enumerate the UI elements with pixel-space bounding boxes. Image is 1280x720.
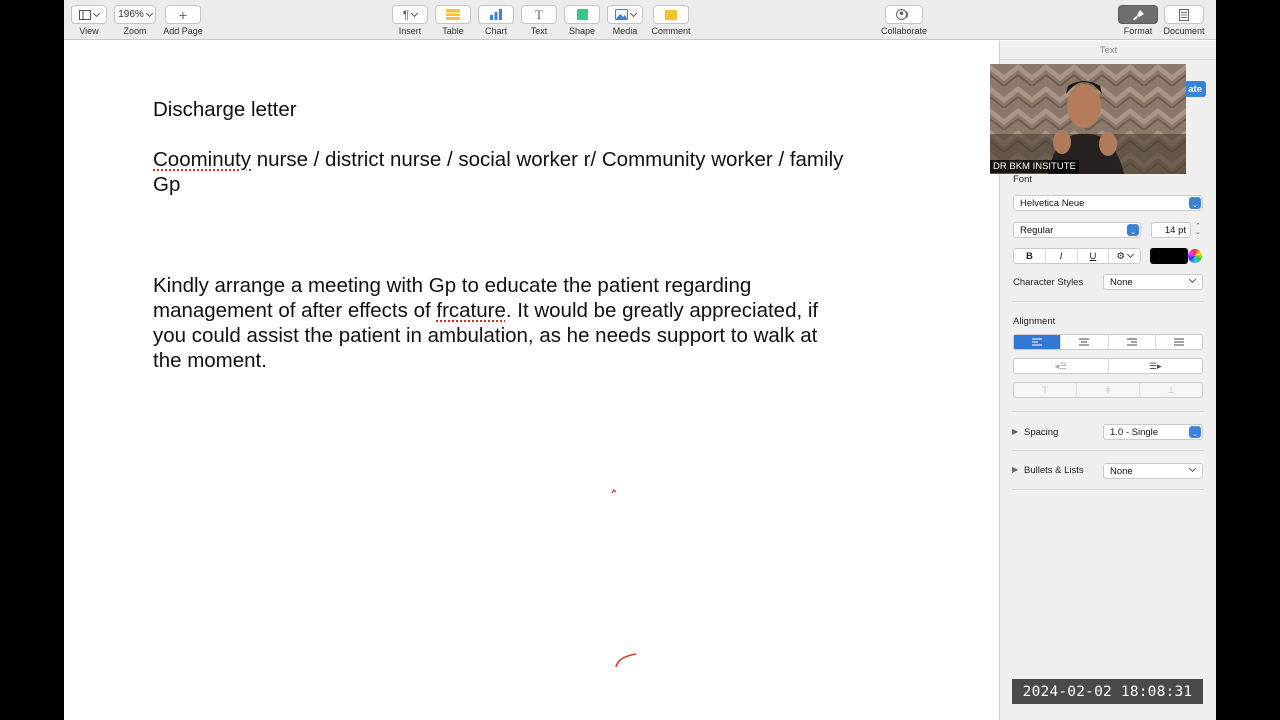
align-justify-icon xyxy=(1174,338,1184,346)
comment-label: Comment xyxy=(651,26,691,36)
bullets-lists-select[interactable] xyxy=(1103,463,1203,479)
chevron-down-icon xyxy=(629,9,636,16)
chevron-down-icon xyxy=(93,9,100,16)
bar-chart-icon xyxy=(489,9,503,20)
vertical-alignment-buttons xyxy=(1013,382,1203,398)
media-button[interactable] xyxy=(607,5,643,37)
insert-label: Insert xyxy=(398,26,422,36)
add-page-button[interactable] xyxy=(163,5,203,37)
document-canvas[interactable] xyxy=(64,41,999,720)
letter-heading: Discharge letter xyxy=(153,98,297,121)
insert-button[interactable] xyxy=(392,5,428,37)
valign-bottom-button[interactable] xyxy=(1140,383,1202,397)
font-size-stepper-icon[interactable]: ⌃ ⌄ xyxy=(1195,223,1201,236)
italic-button[interactable]: I xyxy=(1046,249,1078,263)
decrease-indent-button[interactable] xyxy=(1014,359,1109,373)
character-styles-select[interactable] xyxy=(1103,274,1203,290)
align-bottom-icon: ⊥ xyxy=(1167,384,1175,395)
indent-buttons xyxy=(1013,358,1203,374)
align-justify-button[interactable] xyxy=(1156,335,1202,349)
zoom-value: 196% xyxy=(118,9,144,20)
font-family-select[interactable] xyxy=(1013,195,1203,211)
paintbrush-icon xyxy=(1132,9,1145,21)
shape-label: Shape xyxy=(568,26,596,36)
increase-indent-button[interactable] xyxy=(1109,359,1203,373)
collaborate-icon xyxy=(896,9,912,20)
shape-icon xyxy=(577,9,588,20)
align-center-button[interactable] xyxy=(1061,335,1108,349)
annotation-stroke xyxy=(612,649,640,669)
bullets-lists-label[interactable]: Bullets & Lists xyxy=(1024,465,1084,476)
disclosure-triangle-icon[interactable]: ▶ xyxy=(1012,465,1019,474)
collaborate-label: Collaborate xyxy=(880,26,928,36)
spacing-value: 1.0 - Single xyxy=(1110,426,1159,438)
font-style-value: Regular xyxy=(1020,224,1054,236)
text-style-buttons xyxy=(1013,248,1141,264)
spacing-label[interactable]: Spacing xyxy=(1024,427,1059,438)
text-label: Text xyxy=(530,26,548,36)
table-button[interactable] xyxy=(435,5,471,37)
paragraph-icon: ¶ xyxy=(402,7,410,22)
chevron-down-icon xyxy=(1189,276,1196,283)
alignment-buttons xyxy=(1013,334,1203,350)
align-middle-icon: ⫩ xyxy=(1105,384,1111,395)
text-options-button[interactable] xyxy=(1109,249,1140,263)
section-divider xyxy=(1012,489,1204,490)
zoom-menu[interactable] xyxy=(114,5,156,37)
valign-top-button[interactable] xyxy=(1014,383,1077,397)
document-icon xyxy=(1179,9,1189,21)
align-left-icon xyxy=(1032,338,1042,346)
character-styles-label: Character Styles xyxy=(1013,277,1084,288)
spacing-select[interactable] xyxy=(1103,424,1203,440)
text-icon: T xyxy=(535,6,543,22)
font-family-value: Helvetica Neue xyxy=(1020,197,1085,209)
view-button[interactable] xyxy=(71,5,107,37)
disclosure-triangle-icon[interactable]: ▶ xyxy=(1012,427,1019,436)
plus-icon: + xyxy=(178,6,188,23)
inspector-divider xyxy=(1000,59,1216,60)
shape-button[interactable] xyxy=(564,5,600,37)
webcam-caption: DR BKM INSITUTE xyxy=(990,160,1079,173)
recipients-line-2: Gp xyxy=(153,173,181,196)
outdent-icon: ◂☰ xyxy=(1054,360,1068,371)
character-styles-value: None xyxy=(1110,276,1133,288)
image-icon xyxy=(615,9,628,20)
annotation-mark xyxy=(610,487,620,495)
text-button[interactable] xyxy=(521,5,557,37)
body-line-2 xyxy=(153,298,818,323)
indent-icon: ☰▸ xyxy=(1148,360,1162,371)
zoom-label: Zoom xyxy=(123,26,147,36)
format-button[interactable] xyxy=(1118,5,1158,37)
chart-button[interactable] xyxy=(478,5,514,37)
comment-button[interactable] xyxy=(650,5,692,37)
bullets-lists-value: None xyxy=(1110,465,1133,477)
text-color-well[interactable] xyxy=(1150,248,1188,264)
font-size-field[interactable] xyxy=(1151,222,1191,238)
table-icon xyxy=(446,9,460,20)
valign-middle-button[interactable] xyxy=(1077,383,1140,397)
align-right-icon xyxy=(1127,338,1137,346)
format-label: Format xyxy=(1123,26,1153,36)
chevron-down-icon xyxy=(411,9,418,16)
webcam-video xyxy=(990,64,1186,174)
align-left-button[interactable] xyxy=(1014,335,1061,349)
misspelled-word[interactable]: frcature xyxy=(436,299,506,322)
section-divider xyxy=(1012,411,1204,412)
misspelled-word[interactable]: Coominuty xyxy=(153,148,251,171)
select-arrows-icon: ⌃ ⌄ xyxy=(1127,224,1139,236)
body-line-3: you could assist the patient in ambulation, as he needs support to walk at xyxy=(153,324,818,347)
document-label: Document xyxy=(1163,26,1205,36)
sidebar-icon xyxy=(79,10,91,20)
recipients-line xyxy=(153,147,843,172)
collaborate-button[interactable] xyxy=(880,5,928,37)
view-label: View xyxy=(79,26,99,36)
chevron-down-icon xyxy=(1189,465,1196,472)
section-divider xyxy=(1012,301,1204,302)
font-style-select[interactable] xyxy=(1013,222,1141,238)
select-arrows-icon: ⌃ ⌄ xyxy=(1189,197,1201,209)
color-wheel-icon[interactable] xyxy=(1188,249,1202,263)
add-page-label: Add Page xyxy=(163,26,203,36)
recipients-text: nurse / district nurse / social worker r/ Community worker / family xyxy=(251,148,844,171)
gear-icon: ⚙ xyxy=(1116,250,1125,262)
table-label: Table xyxy=(442,26,464,36)
body-text: management of after effects of xyxy=(153,299,437,322)
comment-icon xyxy=(665,10,677,20)
recording-timestamp: 2024-02-02 18:08:31 xyxy=(1012,679,1203,704)
media-label: Media xyxy=(612,26,638,36)
align-top-icon: ⊤ xyxy=(1041,384,1049,395)
update-button[interactable]: ate xyxy=(1170,81,1206,97)
document-button[interactable] xyxy=(1162,5,1206,37)
inspector-tab-title: Text xyxy=(1099,45,1118,56)
font-size-value: 14 pt xyxy=(1164,224,1186,236)
chevron-down-icon xyxy=(146,9,153,16)
body-line-1: Kindly arrange a meeting with Gp to educate the patient regarding xyxy=(153,274,752,297)
toolbar xyxy=(64,0,1216,40)
section-divider xyxy=(1012,450,1204,451)
select-arrows-icon: ⌃ ⌄ xyxy=(1189,426,1201,438)
chart-label: Chart xyxy=(484,26,507,36)
underline-button[interactable]: U xyxy=(1078,249,1110,263)
body-text: . It would be greatly appreciated, if xyxy=(505,299,819,322)
align-center-icon xyxy=(1079,338,1089,346)
align-right-button[interactable] xyxy=(1109,335,1156,349)
font-section-label: Font xyxy=(1013,174,1033,185)
alignment-label: Alignment xyxy=(1013,316,1056,327)
webcam-overlay xyxy=(990,64,1186,174)
body-line-4: the moment. xyxy=(153,349,267,372)
chevron-down-icon xyxy=(1127,251,1134,258)
bold-button[interactable]: B xyxy=(1014,249,1046,263)
